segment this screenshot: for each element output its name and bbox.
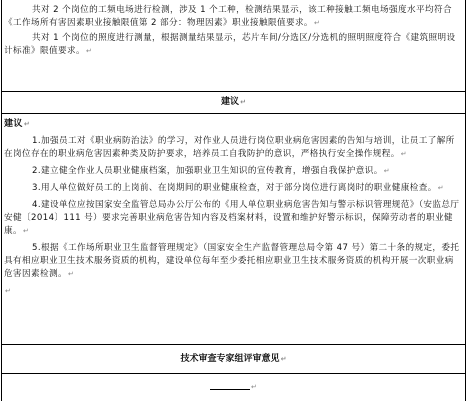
suggestion-item-3: 3.用人单位做好员工的上岗前、在岗期间的职业健康检查，对于部分岗位进行离岗时的职业健康检查。↵	[32, 183, 444, 193]
row-divider	[1, 344, 466, 345]
findings-paragraph-lighting: 共对 1 个岗位的照度进行测量，根据测量结果显示，芯片车间/分选区/分选机的照明照度符合《建筑照明设计标准》限值要求。↵	[4, 33, 456, 56]
row-divider	[1, 91, 466, 92]
expert-review-heading: 技术审查专家组评审意见↵	[180, 354, 287, 364]
signature-line: ↵	[210, 381, 257, 394]
findings-paragraph-emf: 共对 2 个岗位的工频电场进行检测，涉及 1 个工种，检测结果显示，该工种接触工频电场强度水平均符合《工作场所有害因素职业接触限值第 2 部分：物理因素》职业接触限值要求。↵	[4, 5, 452, 28]
table-right-border	[465, 0, 466, 401]
paragraph-mark: ↵	[85, 47, 93, 55]
empty-paragraph: ↵	[5, 287, 12, 295]
row-divider	[1, 373, 466, 374]
suggestion-section-heading: 建议↵	[221, 97, 246, 107]
suggestion-item-5: 5.根据《工作场所职业卫生监督管理规定》（国家安全生产监督管理总局令第 47 号）第二十条的规定，委托具有相应职业卫生技术服务资质的机构，建设单位每年至少委托相应职业卫生技术服务资质的机构开展一次职业病危害因素检测。↵	[4, 243, 460, 279]
paragraph-mark: ↵	[313, 19, 321, 27]
suggestions-block	[4, 118, 462, 298]
table-left-border	[1, 0, 2, 401]
suggestion-item-1: 1.加强员工对《职业病防治法》的学习，对作业人员进行岗位职业病危害因素的告知与培训，让员工了解所在岗位存在的职业病危害因素种类及防护要求，培养员工自我防护的意识，严格执行安全操作规程。↵	[4, 136, 455, 159]
suggestion-item-2: 2.建立健全作业人员职业健康档案，加强职业卫生知识的宣传教育，增强自我保护意识。↵	[32, 166, 391, 176]
signature-underline	[210, 384, 250, 390]
row-divider	[1, 113, 466, 114]
suggestion-item-4: 4.建设单位应按国家安全监管总局办公厅公布的《用人单位职业病危害告知与警示标识管理规范》（安监总厅安健〔2014〕111 号）要求完善职业病危害告知内容及档案材料，设置和维护好警示标识，保障劳动者的职业健康。↵	[4, 200, 460, 236]
suggestion-title: 建议↵	[4, 119, 31, 129]
findings-block	[4, 4, 462, 58]
